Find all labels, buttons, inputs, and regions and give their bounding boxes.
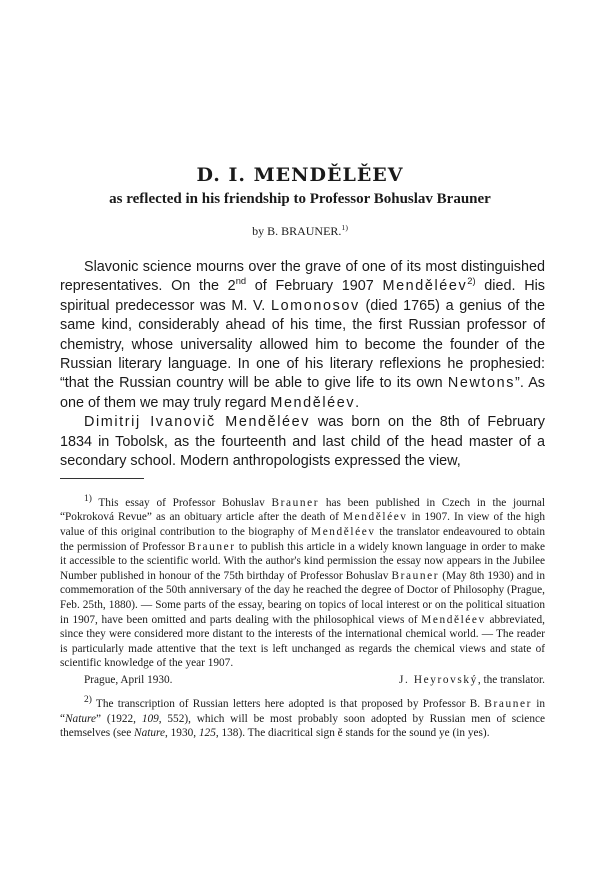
fn1-text-g: abbreviated, since they were considered more distant to the interests of the international chemical world. — The reader is particularly made attentive that the text is left unchanged as regards the chemical views and state of scientific knowledge of the year 1907. (60, 613, 545, 670)
p1-name-mendeleev-2: Menděléev (270, 394, 356, 411)
article-subtitle: as reflected in his friendship to Professor Bohuslav Brauner (109, 191, 491, 207)
byline-text: by B. BRAUNER. (252, 224, 342, 238)
p1-text-f: . (355, 394, 360, 411)
fn2-name-brauner: Brauner (484, 698, 532, 711)
translator-name: J. Heyrovský (399, 673, 478, 686)
fn1-text-f: (May 8th 1930) and in commemoration of the 50th anniversary of the day he reached the degree of Doctor of Philosophy (Prague, Feb. 25th, 1880). — Some parts of the essay, bearing on topics of local interest or on the political situation in 1907, have been omitted and parts dealing with the philosophical views of (60, 569, 545, 626)
p1-name-lomonosov: Lomonosov (270, 297, 360, 314)
fn2-text-d: , 552), which will be most probably soon adopted by Russian men of science themselves (see (60, 712, 545, 740)
fn1-name-6: Menděléev (421, 613, 486, 626)
fn1-text-d: the translator endeavoured to obtain the permission of Professor (60, 525, 545, 553)
signature-place-date: Prague, April 1930. (84, 673, 173, 686)
fn1-name-5: Brauner (391, 569, 440, 582)
footnote-divider (60, 478, 144, 479)
fn2-text-e: , 1930, (165, 727, 199, 740)
fn1-name-1: Brauner (271, 496, 320, 509)
footnotes (60, 492, 545, 741)
footnote-ref-2: 2) (467, 276, 476, 287)
fn1-text-a: This essay of Professor Bohuslav (91, 496, 272, 509)
footnote-1 (60, 492, 545, 671)
footnote-2-mark: 2) (84, 695, 92, 706)
article-title: D. I. MENDĚLĚEV (196, 164, 404, 186)
fn2-text-a: The transcription of Russian letters here adopted is that proposed by Professor B. (91, 698, 485, 711)
p1-ordinal: nd (235, 276, 247, 287)
signature-translator (399, 673, 545, 688)
footnote-2 (60, 693, 545, 741)
p1-text-e: ”. As one of them we may truly regard (60, 375, 545, 411)
paragraph-1 (60, 258, 545, 413)
fn1-name-4: Brauner (188, 540, 236, 553)
byline (0, 224, 600, 239)
p1-text-b: of February 1907 (246, 278, 383, 295)
fn2-volume-1: 109 (141, 712, 159, 725)
fn2-volume-2: 125 (198, 727, 216, 740)
fn1-text-e: to publish this article in a widely known language in order to make it accessible to the scientific world. With the author's kind permission the essay now appears in the Jubilee Number published in honour of the 75th birthday of Professor Bohuslav (60, 540, 545, 582)
main-text (60, 258, 545, 471)
p1-text-c: died. His spiritual predecessor was M. V. (60, 278, 545, 314)
p1-text-a: Slavonic science mourns over the grave of one of its most distinguished representatives. On the 2 (60, 259, 545, 295)
fn2-text-f: , 138). The diacritical sign ě stands for the sound ye (in yes). (215, 727, 490, 740)
fn1-text-b: has been published in Czech in the journal “Pokroková Revue” as an obituary article after the death of (60, 496, 545, 524)
p2-full-name: Dimitrij Ivanovič Menděléev (84, 414, 311, 431)
p1-name-mendeleev: Menděléev (382, 278, 468, 295)
fn2-text-c: ” (1922, (95, 712, 142, 725)
fn1-name-3: Menděléev (311, 525, 376, 538)
fn1-text-c: in 1907. In view of the high value of this original contribution to the biography of (60, 511, 546, 538)
fn1-name-2: Menděléev (342, 511, 408, 524)
footnote-1-mark: 1) (84, 494, 92, 504)
p1-name-newtons: Newtons (447, 375, 516, 392)
fn2-journal-2: Nature (134, 727, 165, 740)
footnote-signature (60, 673, 545, 688)
footnote-ref-1: 1) (341, 223, 348, 232)
p2-text: was born on the 8th of February 1834 in Tobolsk, as the fourteenth and last child of the head master of a secondary school. Modern anthropologists expressed the view, (60, 414, 546, 470)
p1-text-d: (died 1765) a genius of the same kind, considerably ahead of his time, the first Russian professor of chemistry, whose universality allowed him to become the founder of the Russian literary language. In one of his literary reflexions he prophesied: “that the Russian country will be able to give life to its own (60, 297, 545, 392)
fn2-text-b: in “ (60, 698, 545, 725)
fn2-journal-1: Nature (65, 712, 96, 725)
translator-role: , the translator. (477, 673, 545, 686)
paragraph-2 (60, 413, 545, 471)
